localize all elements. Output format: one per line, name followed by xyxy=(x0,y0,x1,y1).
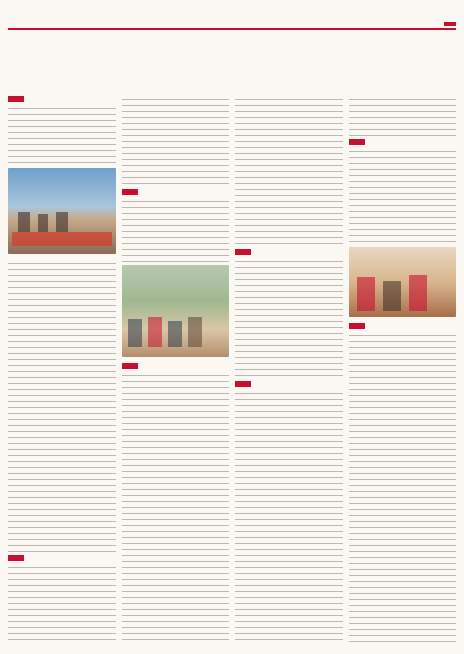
body-text xyxy=(349,148,457,244)
column-3 xyxy=(235,96,343,644)
body-text xyxy=(122,96,230,186)
body-text xyxy=(8,105,116,165)
body-text xyxy=(349,332,457,644)
article-subheadline xyxy=(8,70,456,84)
masthead-info xyxy=(8,25,444,28)
body-text xyxy=(349,96,457,136)
section-mark xyxy=(8,555,24,561)
event-photo xyxy=(122,265,230,357)
event-photo xyxy=(349,247,457,317)
section-mark xyxy=(349,139,365,145)
page-number-badge xyxy=(444,22,456,26)
body-text xyxy=(235,96,343,246)
body-text xyxy=(8,260,116,552)
body-text xyxy=(122,372,230,644)
event-photo xyxy=(8,168,116,254)
body-text xyxy=(122,198,230,262)
section-mark xyxy=(8,96,24,102)
section-mark xyxy=(235,381,251,387)
article-headline xyxy=(8,42,456,68)
body-text xyxy=(235,390,343,644)
column-4 xyxy=(349,96,457,644)
section-mark xyxy=(349,323,365,329)
article-columns xyxy=(8,96,456,644)
column-2 xyxy=(122,96,230,644)
body-text xyxy=(235,258,343,378)
masthead xyxy=(8,6,456,30)
section-mark xyxy=(122,189,138,195)
section-mark xyxy=(235,249,251,255)
column-1 xyxy=(8,96,116,644)
section-mark xyxy=(122,363,138,369)
body-text xyxy=(8,564,116,644)
